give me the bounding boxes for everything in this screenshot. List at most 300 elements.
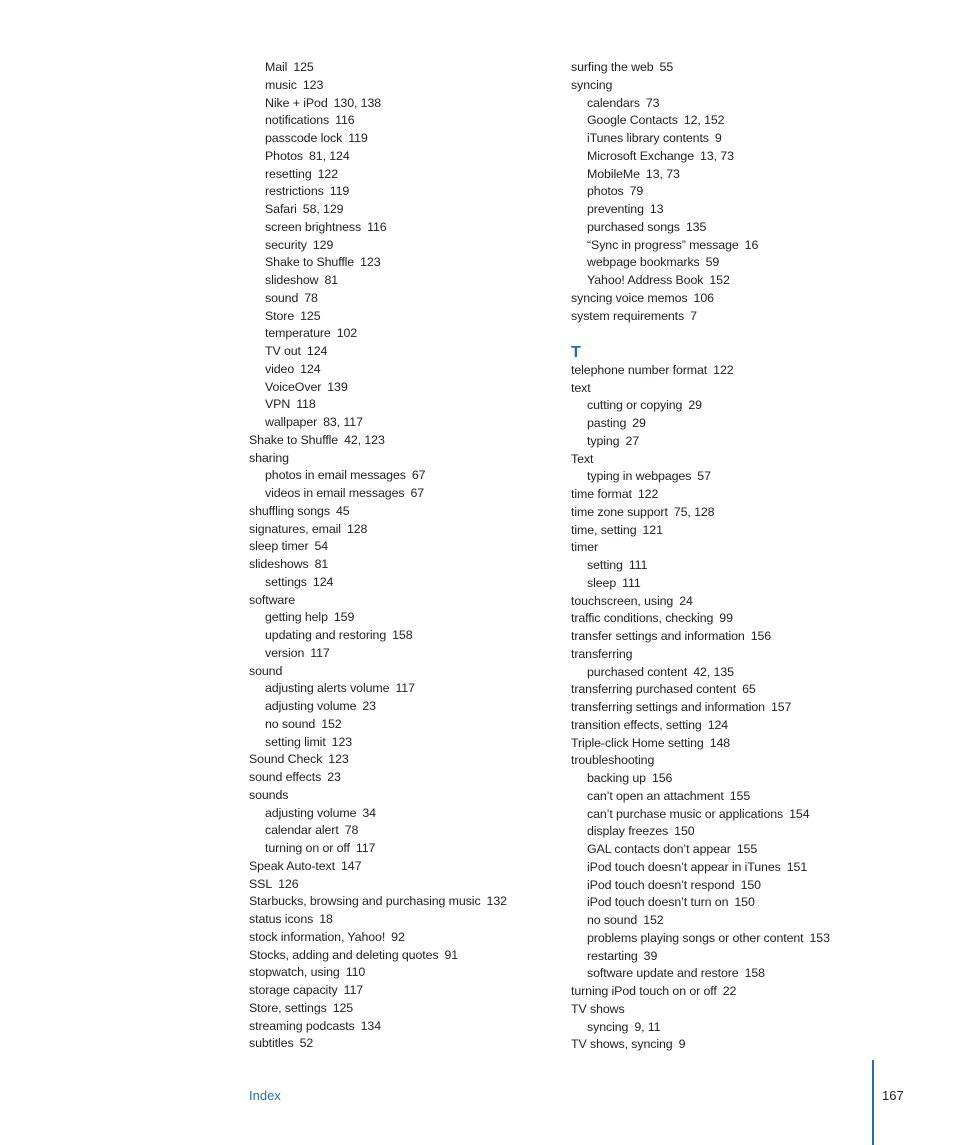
- index-term: sharing: [249, 450, 289, 465]
- index-term: text: [571, 380, 591, 395]
- index-entry: [571, 539, 901, 557]
- index-subentry: [571, 397, 901, 415]
- index-term: version: [265, 645, 305, 660]
- index-subentry: [571, 237, 901, 255]
- index-page-refs: 135: [685, 219, 707, 234]
- index-term: Photos: [265, 148, 303, 163]
- index-subentry: [249, 822, 549, 840]
- index-page-refs: 154: [789, 806, 810, 821]
- index-page-refs: 123: [328, 752, 349, 767]
- index-subentry: [571, 965, 901, 983]
- index-page-refs: 128: [346, 521, 368, 536]
- index-subentry: [571, 557, 901, 575]
- index-entry: [571, 308, 901, 326]
- index-term: Microsoft Exchange: [587, 148, 695, 163]
- index-subentry: [571, 95, 901, 113]
- index-term: setting limit: [265, 734, 326, 749]
- index-entry: [249, 911, 549, 929]
- index-page-refs: 78: [304, 290, 318, 305]
- index-subentry: [249, 148, 549, 166]
- index-term: stock information, Yahoo!: [249, 929, 386, 944]
- index-page-refs: 91: [444, 947, 459, 962]
- index-term: Store: [265, 308, 295, 323]
- index-page-refs: 139: [327, 379, 348, 394]
- index-subentry: [571, 894, 901, 912]
- index-term: getting help: [265, 610, 328, 625]
- index-page-refs: 59: [705, 255, 720, 270]
- index-page-refs: 106: [693, 290, 714, 305]
- index-entry: [249, 538, 549, 556]
- index-page-refs: 155: [729, 788, 751, 803]
- page-number: 167: [882, 1088, 904, 1103]
- index-subentry: [249, 627, 549, 645]
- index-page-refs: 57: [697, 469, 711, 484]
- index-term: sound: [265, 290, 299, 305]
- index-entry: [249, 929, 549, 947]
- index-term: no sound: [587, 913, 638, 927]
- index-subentry: [249, 805, 549, 823]
- index-page-refs: 132: [486, 894, 507, 909]
- index-page-refs: 151: [786, 859, 808, 874]
- index-page-refs: 67: [411, 468, 426, 483]
- index-term: Sound Check: [249, 752, 323, 767]
- index-page-refs: 152: [709, 273, 730, 287]
- index-term: shuffling songs: [249, 503, 330, 518]
- index-page-refs: 16: [744, 237, 759, 252]
- index-page-refs: 121: [642, 522, 663, 537]
- index-page-refs: 52: [299, 1036, 314, 1051]
- index-entry: [571, 380, 901, 398]
- index-entry: [249, 592, 549, 610]
- index-term: storage capacity: [249, 983, 338, 997]
- index-page-refs: 23: [362, 699, 376, 713]
- index-entry: [571, 699, 901, 717]
- index-page-refs: 134: [360, 1018, 382, 1033]
- index-term: cutting or copying: [587, 398, 683, 413]
- index-page-refs: 129: [312, 237, 334, 252]
- index-column-right: [571, 59, 901, 1054]
- index-subentry: [249, 680, 549, 698]
- index-page-refs: 81, 124: [308, 148, 350, 163]
- index-term: music: [265, 77, 297, 92]
- section-letter-heading: T: [571, 343, 581, 361]
- index-term: turning on or off: [265, 841, 350, 855]
- index-term: Store, settings: [249, 1000, 327, 1015]
- index-page-refs: 123: [360, 255, 381, 270]
- index-page-refs: 110: [345, 965, 366, 980]
- index-subentry: [249, 734, 549, 752]
- index-entry: [571, 486, 901, 504]
- index-page-refs: 58, 129: [302, 202, 344, 216]
- index-page-refs: 9: [714, 131, 722, 145]
- index-subentry: [571, 272, 901, 290]
- index-entry: [571, 362, 901, 380]
- index-page-refs: 125: [332, 1000, 354, 1015]
- index-subentry: [249, 59, 549, 77]
- index-term: Mail: [265, 60, 288, 74]
- index-entry: [571, 1001, 901, 1019]
- index-term: adjusting alerts volume: [265, 681, 390, 696]
- index-subentry: [249, 698, 549, 716]
- index-page-refs: 152: [321, 716, 342, 731]
- index-page-refs: 111: [622, 575, 641, 590]
- index-term: traffic conditions, checking: [571, 611, 714, 626]
- index-term: iPod touch doesn’t respond: [587, 877, 735, 892]
- index-page-refs: 67: [410, 486, 425, 500]
- index-page-refs: 117: [355, 841, 376, 855]
- index-page-refs: 23: [327, 770, 341, 784]
- index-subentry: [571, 130, 901, 148]
- index-subentry: [571, 770, 901, 788]
- index-entry: [249, 751, 549, 769]
- index-entry: [571, 522, 901, 540]
- index-subentry: [249, 325, 549, 343]
- index-page-refs: 122: [637, 487, 659, 501]
- index-page-refs: 119: [348, 131, 368, 145]
- index-term: preventing: [587, 202, 644, 216]
- index-entry: [249, 450, 549, 468]
- index-subentry: [249, 77, 549, 95]
- index-page-refs: 125: [293, 60, 314, 74]
- index-entry: [249, 663, 549, 681]
- index-entry: [571, 681, 901, 699]
- index-page-refs: 122: [713, 362, 734, 377]
- index-page-refs: 27: [625, 433, 640, 448]
- index-page-refs: 159: [333, 610, 355, 625]
- index-page-refs: 55: [659, 60, 674, 74]
- index-term: TV out: [265, 344, 301, 358]
- index-term: VPN: [265, 397, 291, 412]
- index-entry: [249, 893, 549, 911]
- index-page-refs: 150: [740, 877, 761, 892]
- index-subentry: [249, 574, 549, 592]
- index-subentry: [249, 272, 549, 290]
- index-page-refs: 65: [742, 682, 756, 697]
- index-page-refs: 13: [649, 202, 664, 216]
- index-term: MobileMe: [587, 166, 640, 181]
- index-term: updating and restoring: [265, 628, 387, 642]
- index-term: photos in email messages: [265, 468, 406, 483]
- index-entry: [571, 646, 901, 664]
- index-term: sleep timer: [249, 539, 309, 554]
- index-page-refs: 155: [736, 842, 758, 856]
- index-term: stopwatch, using: [249, 965, 340, 980]
- index-page-refs: 147: [340, 858, 362, 873]
- index-term: transferring: [571, 646, 633, 661]
- index-term: subtitles: [249, 1036, 294, 1051]
- index-entry: [249, 1000, 549, 1018]
- index-term: slideshow: [265, 273, 319, 287]
- index-term: turning iPod touch on or off: [571, 984, 717, 998]
- index-page-refs: 42, 123: [344, 432, 385, 447]
- index-term: notifications: [265, 113, 330, 128]
- index-page-refs: 22: [722, 984, 737, 998]
- index-subentry: [249, 130, 549, 148]
- index-entry: [249, 982, 549, 1000]
- index-subentry: [571, 183, 901, 201]
- index-subentry: [249, 237, 549, 255]
- index-page-refs: 29: [632, 416, 646, 430]
- index-term: signatures, email: [249, 521, 341, 536]
- index-subentry: [571, 148, 901, 166]
- index-term: adjusting volume: [265, 805, 357, 820]
- index-page-refs: 118: [296, 397, 316, 412]
- index-term: backing up: [587, 771, 646, 785]
- index-term: GAL contacts don’t appear: [587, 842, 731, 856]
- index-page-refs: 13, 73: [700, 148, 734, 163]
- index-term: telephone number format: [571, 362, 708, 377]
- index-page-refs: 123: [331, 734, 353, 749]
- index-entry: [571, 717, 901, 735]
- index-page-refs: 153: [809, 930, 830, 945]
- index-page-refs: 54: [314, 539, 329, 554]
- index-page-refs: 45: [335, 503, 350, 518]
- index-entry: [249, 432, 549, 450]
- index-page-refs: 39: [643, 948, 658, 963]
- index-term: surfing the web: [571, 60, 654, 74]
- index-term: slideshows: [249, 557, 309, 571]
- index-page-refs: 150: [734, 895, 755, 910]
- index-page-refs: 13, 73: [645, 166, 680, 181]
- index-term: wallpaper: [265, 415, 318, 429]
- index-term: videos in email messages: [265, 486, 405, 500]
- index-page-refs: 117: [310, 645, 330, 660]
- index-subentry: [249, 361, 549, 379]
- index-term: display freezes: [587, 824, 669, 839]
- index-page-refs: 9, 11: [634, 1019, 661, 1034]
- index-page-refs: 92: [391, 929, 405, 944]
- index-page-refs: 158: [744, 966, 765, 981]
- index-term: setting: [587, 558, 623, 572]
- index-term: calendars: [587, 95, 640, 110]
- index-subentry: [249, 485, 549, 503]
- index-term: adjusting volume: [265, 699, 357, 713]
- index-term: purchased content: [587, 664, 688, 679]
- index-page-refs: 148: [709, 735, 731, 750]
- index-term: Triple-click Home setting: [571, 735, 704, 750]
- index-page-refs: 83, 117: [323, 415, 363, 429]
- index-subentry: [571, 930, 901, 948]
- index-subentry: [571, 201, 901, 219]
- index-term: VoiceOver: [265, 379, 322, 394]
- index-term: syncing: [587, 1019, 629, 1034]
- index-subentry: [249, 414, 549, 432]
- index-term: Safari: [265, 202, 297, 216]
- index-subentry: [249, 609, 549, 627]
- index-subentry: [571, 859, 901, 877]
- index-entry: [571, 610, 901, 628]
- index-term: restrictions: [265, 184, 324, 199]
- index-page-refs: 150: [674, 824, 695, 839]
- index-page-refs: 117: [343, 983, 364, 997]
- index-term: “Sync in progress” message: [587, 237, 739, 252]
- index-term: sound: [249, 663, 283, 678]
- index-page-refs: 122: [317, 166, 338, 181]
- index-term: Speak Auto-text: [249, 858, 335, 873]
- index-subentry: [571, 254, 901, 272]
- index-subentry: [571, 877, 901, 895]
- index-term: temperature: [265, 326, 331, 341]
- index-page-refs: 102: [336, 326, 358, 341]
- index-subentry: [249, 840, 549, 858]
- index-page-refs: 99: [719, 611, 733, 626]
- index-section-t: [571, 362, 901, 1054]
- index-subentry: [249, 467, 549, 485]
- index-term: iPod touch doesn’t appear in iTunes: [587, 859, 781, 874]
- index-page-refs: 75, 128: [673, 504, 715, 519]
- index-term: sounds: [249, 787, 289, 802]
- index-term: typing: [587, 433, 620, 448]
- index-subentry: [249, 290, 549, 308]
- index-page-refs: 12, 152: [683, 113, 725, 128]
- index-subentry: [249, 95, 549, 113]
- index-term: syncing voice memos: [571, 290, 688, 305]
- index-term: video: [265, 361, 295, 376]
- index-page-refs: 42, 135: [693, 664, 734, 679]
- index-page-refs: 81: [314, 557, 329, 571]
- index-term: webpage bookmarks: [587, 255, 700, 270]
- index-term: problems playing songs or other content: [587, 930, 804, 945]
- index-subentry: [249, 219, 549, 237]
- index-subentry: [571, 166, 901, 184]
- index-page-refs: 116: [335, 113, 355, 128]
- index-term: time, setting: [571, 522, 637, 537]
- index-subentry: [571, 948, 901, 966]
- index-section-s: [571, 59, 901, 325]
- index-term: iTunes library contents: [587, 131, 709, 145]
- index-subentry: [571, 664, 901, 682]
- index-page-refs: 116: [367, 219, 387, 234]
- index-term: software update and restore: [587, 966, 739, 981]
- index-entry: [249, 947, 549, 965]
- index-term: software: [249, 592, 296, 607]
- index-subentry: [249, 645, 549, 663]
- index-term: calendar alert: [265, 823, 339, 838]
- index-term: photos: [587, 184, 624, 199]
- index-page-refs: 73: [645, 95, 660, 110]
- index-term: transfer settings and information: [571, 629, 745, 643]
- index-term: security: [265, 237, 307, 252]
- index-term: TV shows, syncing: [571, 1037, 673, 1052]
- index-entry: [571, 983, 901, 1001]
- index-entry: [249, 876, 549, 894]
- index-subentry: [571, 468, 901, 486]
- index-page-refs: 130, 138: [333, 95, 382, 110]
- index-page-refs: 29: [688, 398, 702, 413]
- index-entry: [571, 504, 901, 522]
- index-term: transition effects, setting: [571, 717, 702, 732]
- index-entry: [571, 451, 901, 469]
- index-page-refs: 18: [319, 912, 333, 926]
- index-term: transferring purchased content: [571, 682, 737, 697]
- index-entry: [249, 1035, 549, 1053]
- index-entry: [249, 858, 549, 876]
- index-term: typing in webpages: [587, 469, 692, 484]
- index-entry: [571, 77, 901, 95]
- index-subentry: [249, 183, 549, 201]
- index-term: timer: [571, 540, 599, 555]
- index-subentry: [571, 219, 901, 237]
- index-page-refs: 126: [278, 876, 299, 891]
- index-term: purchased songs: [587, 219, 680, 234]
- index-subentry: [571, 433, 901, 451]
- page-number-rule: [872, 1060, 874, 1145]
- index-entry: [571, 752, 901, 770]
- index-entry: [571, 59, 901, 77]
- index-term: syncing: [571, 77, 613, 92]
- index-term: Google Contacts: [587, 113, 678, 128]
- index-page-refs: 117: [395, 681, 415, 696]
- index-term: Nike + iPod: [265, 95, 328, 110]
- index-page-refs: 152: [643, 913, 664, 927]
- index-subentry: [571, 841, 901, 859]
- index-subentry: [249, 343, 549, 361]
- index-entry: [571, 290, 901, 308]
- index-subentry: [249, 112, 549, 130]
- index-page-refs: 157: [770, 700, 792, 714]
- index-subentry: [571, 912, 901, 930]
- index-page-refs: 7: [690, 308, 697, 323]
- index-subentry: [249, 166, 549, 184]
- index-entry: [249, 787, 549, 805]
- index-term: screen brightness: [265, 219, 362, 234]
- index-page-refs: 123: [302, 77, 324, 92]
- index-term: Shake to Shuffle: [249, 432, 339, 447]
- index-subentry: [249, 396, 549, 414]
- index-term: time zone support: [571, 504, 668, 519]
- index-page-refs: 158: [392, 628, 413, 642]
- index-entry: [571, 735, 901, 753]
- index-entry: [249, 769, 549, 787]
- index-page-refs: 34: [362, 805, 376, 820]
- index-page-refs: 125: [300, 308, 321, 323]
- index-page-refs: 79: [629, 184, 644, 199]
- index-term: restarting: [587, 948, 638, 963]
- index-page-refs: 119: [329, 184, 350, 199]
- index-subentry: [571, 415, 901, 433]
- index-column-left: [249, 59, 549, 1053]
- index-page-refs: 124: [312, 574, 334, 589]
- index-term: system requirements: [571, 308, 685, 323]
- index-entry: [249, 521, 549, 539]
- index-subentry: [249, 201, 549, 219]
- index-page-refs: 156: [651, 771, 673, 785]
- index-term: passcode lock: [265, 131, 343, 145]
- index-page-refs: 124: [300, 361, 321, 376]
- index-term: transferring settings and information: [571, 700, 765, 714]
- index-term: iPod touch doesn’t turn on: [587, 895, 729, 910]
- index-page-refs: 111: [628, 558, 648, 572]
- index-subentry: [249, 379, 549, 397]
- footer-section-title: Index: [249, 1088, 281, 1103]
- index-entry: [249, 556, 549, 574]
- index-entry: [571, 593, 901, 611]
- index-term: pasting: [587, 416, 627, 430]
- index-term: resetting: [265, 166, 312, 181]
- index-subentry: [249, 716, 549, 734]
- index-term: sound effects: [249, 770, 322, 784]
- index-page-refs: 24: [679, 593, 693, 608]
- index-entry: [249, 964, 549, 982]
- index-page-refs: 78: [344, 823, 359, 838]
- index-page-refs: 9: [678, 1037, 686, 1052]
- index-entry: [249, 1018, 549, 1036]
- index-subentry: [571, 1019, 901, 1037]
- index-term: TV shows: [571, 1001, 625, 1016]
- index-term: time format: [571, 487, 632, 501]
- index-term: Text: [571, 451, 594, 466]
- index-entry: [571, 1036, 901, 1054]
